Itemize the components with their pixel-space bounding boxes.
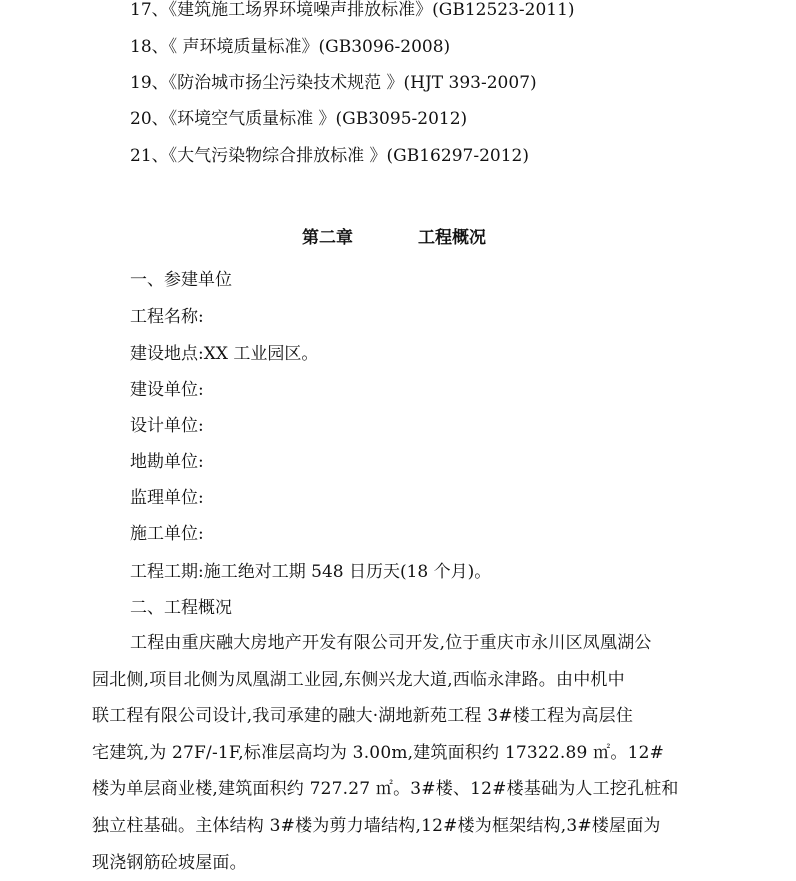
section-heading: 二、工程概况 (130, 598, 232, 618)
paragraph-line: 园北侧,项目北侧为凤凰湖工业园,东侧兴龙大道,西临永津路。由中机中 (92, 669, 625, 690)
paragraph-line: 联工程有限公司设计,我司承建的融大·湖地新苑工程 3#楼工程为高层住 (92, 706, 634, 727)
field-supervisor: 监理单位: (130, 488, 204, 508)
chapter-number: 第二章 (302, 228, 353, 248)
field-owner: 建设单位: (130, 380, 204, 400)
paragraph-line: 楼为单层商业楼,建筑面积约 727.27 ㎡。3#楼、12#楼基础为人工挖孔桩和 (92, 779, 679, 800)
field-survey: 地勘单位: (130, 452, 204, 472)
paragraph-line: 工程由重庆融大房地产开发有限公司开发,位于重庆市永川区凤凰湖公 (130, 633, 652, 653)
overview-paragraph (92, 625, 704, 881)
paragraph-line: 宅建筑,为 27F/-1F,标准层高均为 3.00m,建筑面积约 17322.89 ㎡。12# (92, 742, 665, 763)
reference-item: 20、《环境空气质量标准 》(GB3095-2012) (130, 109, 468, 129)
section-heading: 一、参建单位 (130, 270, 232, 290)
field-designer: 设计单位: (130, 416, 204, 436)
reference-item: 17、《建筑施工场界环境噪声排放标准》(GB12523-2011) (130, 0, 575, 20)
field-duration: 工程工期:施工绝对工期 548 日历天(18 个月)。 (130, 562, 492, 582)
paragraph-line: 独立柱基础。主体结构 3#楼为剪力墙结构,12#楼为框架结构,3#楼屋面为 (92, 815, 661, 836)
field-location: 建设地点:XX 工业园区。 (130, 344, 319, 364)
chapter-heading (0, 226, 796, 250)
reference-item: 19、《防治城市扬尘污染技术规范 》(HJT 393-2007) (130, 73, 537, 93)
field-project-name: 工程名称: (130, 307, 204, 327)
field-contractor: 施工单位: (130, 524, 204, 544)
chapter-title: 工程概况 (418, 228, 486, 248)
reference-item: 18、《 声环境质量标准》(GB3096-2008) (130, 37, 451, 57)
paragraph-line: 现浇钢筋砼坡屋面。 (92, 852, 247, 873)
reference-item: 21、《大气污染物综合排放标准 》(GB16297-2012) (130, 146, 529, 166)
